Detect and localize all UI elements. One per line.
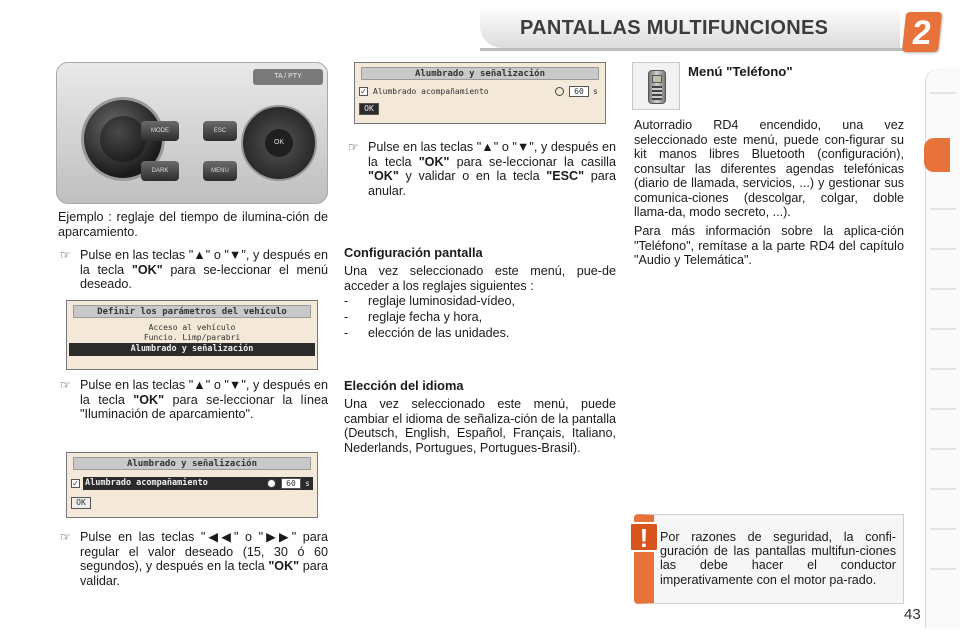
instruction-bullet: [60, 378, 328, 438]
bullet-text: Pulse en las teclas "◀◀" o "▶▶" para regular el valor deseado (15, 30 ó 60 segundos), y después en la tecla "OK" para validar.: [80, 530, 328, 588]
menu-button: MENU: [203, 161, 237, 181]
language-text: Una vez seleccionado este menú, puede cambiar el idioma de señaliza-ción de la pantalla (Deutsch, English, Español, Français, Italiano, Nederlands, Portugues, Portugues-Brasil).: [344, 397, 616, 455]
page-title: PANTALLAS MULTIFUNCIONES: [520, 17, 829, 39]
checkbox-icon: ✓: [72, 479, 79, 488]
chapter-tab[interactable]: [930, 408, 956, 410]
value-field: 60: [569, 86, 589, 97]
phone-menu-reference: Para más información sobre la aplica-ción "Teléfono", remítase a la parte RD4 del capítulo "Audio y Telemática".: [634, 224, 904, 267]
chapter-tab[interactable]: [930, 288, 956, 290]
header-divider: [480, 48, 920, 51]
chapter-badge: 2: [902, 12, 942, 52]
bullet-text: Pulse en las teclas "▲" o "▼", y después en la tecla "OK" para se-leccionar la casilla "OK" y validar o en la tecla "ESC" para anular.: [368, 140, 616, 198]
phone-icon: [632, 62, 680, 110]
chapter-tab[interactable]: [930, 528, 956, 530]
ok-box-selected: OK: [359, 103, 379, 115]
chapter-tab[interactable]: [930, 208, 956, 210]
esc-button: ESC: [203, 121, 237, 141]
chapter-tab[interactable]: [930, 328, 956, 330]
control-panel-image: [56, 62, 328, 204]
hand-pointer-icon: ☞: [348, 140, 359, 154]
phone-menu-heading: Menú "Teléfono": [688, 64, 793, 79]
chapter-tab[interactable]: [930, 568, 956, 570]
bullet-text: Pulse en las teclas "▲" o "▼", y después en la tecla "OK" para se-leccionar la línea "Iluminación de aparcamiento".: [80, 378, 328, 421]
config-heading: Configuración pantalla: [344, 245, 483, 260]
chapter-tab[interactable]: [930, 92, 956, 94]
config-intro: Una vez seleccionado este menú, pue-de acceder a los reglajes siguientes :: [344, 264, 616, 293]
checkbox-icon: ✓: [360, 87, 367, 96]
screen-title: Alumbrado y señalización: [73, 457, 311, 470]
page-header: [0, 0, 960, 62]
clock-icon: [555, 87, 564, 96]
screen-title: Definir los parámetros del vehículo: [73, 305, 311, 318]
lighting-screen: [66, 452, 318, 518]
instruction-bullet: [60, 248, 328, 292]
chapter-tabs: [925, 68, 960, 628]
lighting-screen-ok: [354, 62, 606, 124]
vehicle-parameters-screen: [66, 300, 318, 370]
menu-option-selected: Alumbrado y señalización: [69, 343, 315, 356]
language-heading: Elección del idioma: [344, 378, 464, 393]
screen-title: Alumbrado y señalización: [361, 67, 599, 80]
clock-icon: [267, 479, 276, 488]
panel-caption: Ejemplo : reglaje del tiempo de ilumina-ción de aparcamiento.: [58, 210, 328, 239]
instruction-bullet: [60, 530, 328, 590]
unit-label: s: [593, 87, 598, 96]
bullet-text: Pulse en las teclas "▲" o "▼", y después en la tecla "OK" para se-leccionar el menú deseado.: [80, 248, 328, 291]
menu-option: Acceso al vehículo: [148, 323, 236, 332]
chapter-tab-active[interactable]: [924, 138, 950, 172]
chapter-tab[interactable]: [930, 248, 956, 250]
value-field: 60: [281, 478, 301, 489]
ok-button: OK: [265, 129, 293, 157]
menu-option: Alumbrado acompañamiento: [373, 87, 489, 96]
warning-icon: !: [629, 522, 659, 552]
menu-option: Funcio. Limp/parabri: [143, 333, 241, 342]
chapter-tab[interactable]: [930, 448, 956, 450]
unit-label: s: [305, 479, 310, 488]
chapter-tab[interactable]: [930, 368, 956, 370]
menu-option-selected: Alumbrado acompañamiento: [83, 477, 313, 490]
page-number: 43: [904, 606, 921, 623]
ok-box: OK: [71, 497, 91, 509]
navigation-pad: [241, 105, 317, 181]
dark-button: DARK: [141, 161, 179, 181]
instruction-bullet: [348, 140, 616, 200]
warning-text: Por razones de seguridad, la confi-guración de las pantallas multifun-ciones las debe hacer el conductor imperativamente con el motor pa-rado.: [660, 530, 896, 587]
hand-pointer-icon: ☞: [60, 378, 71, 392]
phone-menu-text: Autorradio RD4 encendido, una vez seleccionado este menú, puede con-figurar su kit manos libres Bluetooth (configuración), consultar las diferentes agendas telefónicas (diario de llamada, servicios, ...) y gestionar sus comunica-ciones (descolgar, colgar, doble llama-da, modo secreto, ...).: [634, 118, 904, 219]
hand-pointer-icon: ☞: [60, 248, 71, 262]
panel-ta-button: TA / PTY: [253, 69, 323, 85]
mode-button: MODE: [141, 121, 179, 141]
hand-pointer-icon: ☞: [60, 530, 71, 544]
chapter-tab[interactable]: [930, 488, 956, 490]
